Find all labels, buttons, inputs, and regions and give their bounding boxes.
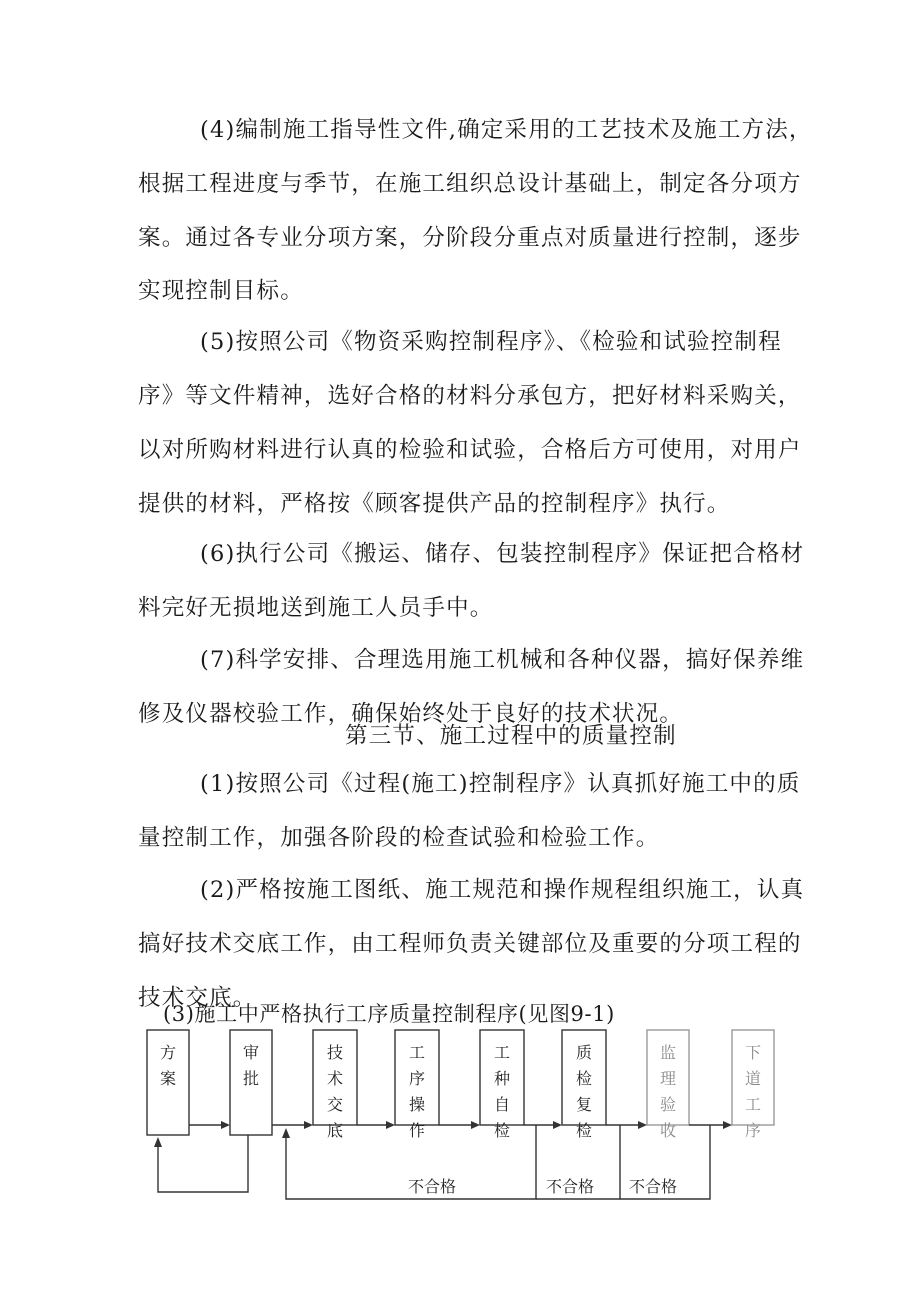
flow-box-5-char: 种: [493, 1069, 511, 1088]
item-4-line: (4)编制施工指导性文件,确定采用的工艺技术及施工方法，: [200, 117, 813, 143]
flow-box-7-char: 理: [659, 1069, 677, 1088]
flow-box-8-char: 序: [744, 1121, 762, 1140]
item-5-line: (5)按照公司《物资采购控制程序》、《检验和试验控制程: [200, 329, 782, 355]
flow-box-3-char: 底: [326, 1121, 344, 1140]
flow-arrow-5-head: [553, 1121, 562, 1129]
section-heading: 第三节、施工过程中的质量控制: [345, 723, 677, 749]
item-5-line: 以对所购材料进行认真的检验和试验，合格后方可使用，对用户: [138, 437, 802, 463]
item-6-line: 料完好无损地送到施工人员手中。: [138, 595, 494, 621]
flow-box-4-char: 操: [408, 1095, 426, 1114]
flow-box-7-char: 验: [659, 1095, 677, 1114]
flow-box-5-char: 自: [493, 1095, 511, 1114]
flow-box-4-char: 作: [408, 1121, 426, 1140]
item-6-line: (6)执行公司《搬运、储存、包装控制程序》保证把合格材: [200, 541, 805, 567]
flow-arrow-3-head: [386, 1121, 395, 1129]
flow-box-6-char: 检: [575, 1121, 593, 1140]
step-1-line: 量控制工作，加强各阶段的检查试验和检验工作。: [138, 825, 660, 851]
flow-arrow-7-head: [723, 1121, 732, 1129]
step-2-line: 技术交底。: [138, 985, 257, 1011]
reject-label-3: 不合格: [628, 1177, 678, 1196]
flow-box-3-char: 术: [326, 1069, 344, 1088]
flow-box-2-char: 批: [242, 1069, 260, 1088]
item-7-line: (7)科学安排、合理选用施工机械和各种仪器，搞好保养维: [200, 647, 805, 673]
flow-box-1-char: 案: [159, 1069, 177, 1088]
flow-box-4-char: 序: [408, 1069, 426, 1088]
flow-box-1-char: 方: [159, 1043, 177, 1062]
loop-approval-back: [158, 1135, 248, 1192]
flow-arrow-4-head: [471, 1121, 480, 1129]
flow-box-8-char: 道: [744, 1069, 762, 1088]
item-4-line: 案。通过各专业分项方案，分阶段分重点对质量进行控制，逐步: [138, 225, 802, 251]
flow-box-8-char: 下: [744, 1043, 762, 1062]
flow-arrow-2-head: [304, 1121, 313, 1129]
loop-reject-1-head: [282, 1128, 290, 1138]
flow-box-4-char: 工: [408, 1043, 426, 1062]
item-5-line: 提供的材料，严格按《顾客提供产品的控制程序》执行。: [138, 491, 731, 517]
step-2-line: 搞好技术交底工作，由工程师负责关键部位及重要的分项工程的: [138, 931, 802, 957]
reject-label-1: 不合格: [407, 1177, 457, 1196]
flow-box-6-char: 检: [575, 1069, 593, 1088]
flow-arrow-1-head: [221, 1121, 230, 1129]
flow-box-3-char: 交: [326, 1095, 344, 1114]
flow-box-8-char: 工: [744, 1095, 762, 1114]
loop-approval-back-head: [154, 1137, 162, 1147]
flow-box-5-char: 工: [493, 1043, 511, 1062]
flow-box-6-char: 复: [575, 1095, 593, 1114]
step-2-line: (2)严格按施工图纸、施工规范和操作规程组织施工，认真: [200, 877, 805, 903]
flow-box-5-char: 检: [493, 1121, 511, 1140]
flow-arrow-6-head: [638, 1121, 647, 1129]
flow-box-6-char: 质: [575, 1043, 593, 1062]
item-5-line: 序》等文件精神，选好合格的材料分承包方，把好材料采购关，: [138, 383, 802, 409]
figure-caption: (3)施工中严格执行工序质量控制程序(见图9-1): [163, 1002, 615, 1026]
item-4-line: 实现控制目标。: [138, 278, 304, 304]
item-4-line: 根据工程进度与季节，在施工组织总设计基础上，制定各分项方: [138, 171, 802, 197]
reject-label-2: 不合格: [545, 1177, 595, 1196]
item-7-line: 修及仪器校验工作，确保始终处于良好的技术状况。: [138, 701, 684, 727]
flow-box-7-char: 收: [659, 1121, 677, 1140]
flow-box-7-char: 监: [659, 1043, 677, 1062]
flow-box-2-char: 审: [242, 1043, 260, 1062]
flow-box-3-char: 技: [326, 1043, 344, 1062]
step-1-line: (1)按照公司《过程(施工)控制程序》认真抓好施工中的质: [200, 771, 801, 797]
